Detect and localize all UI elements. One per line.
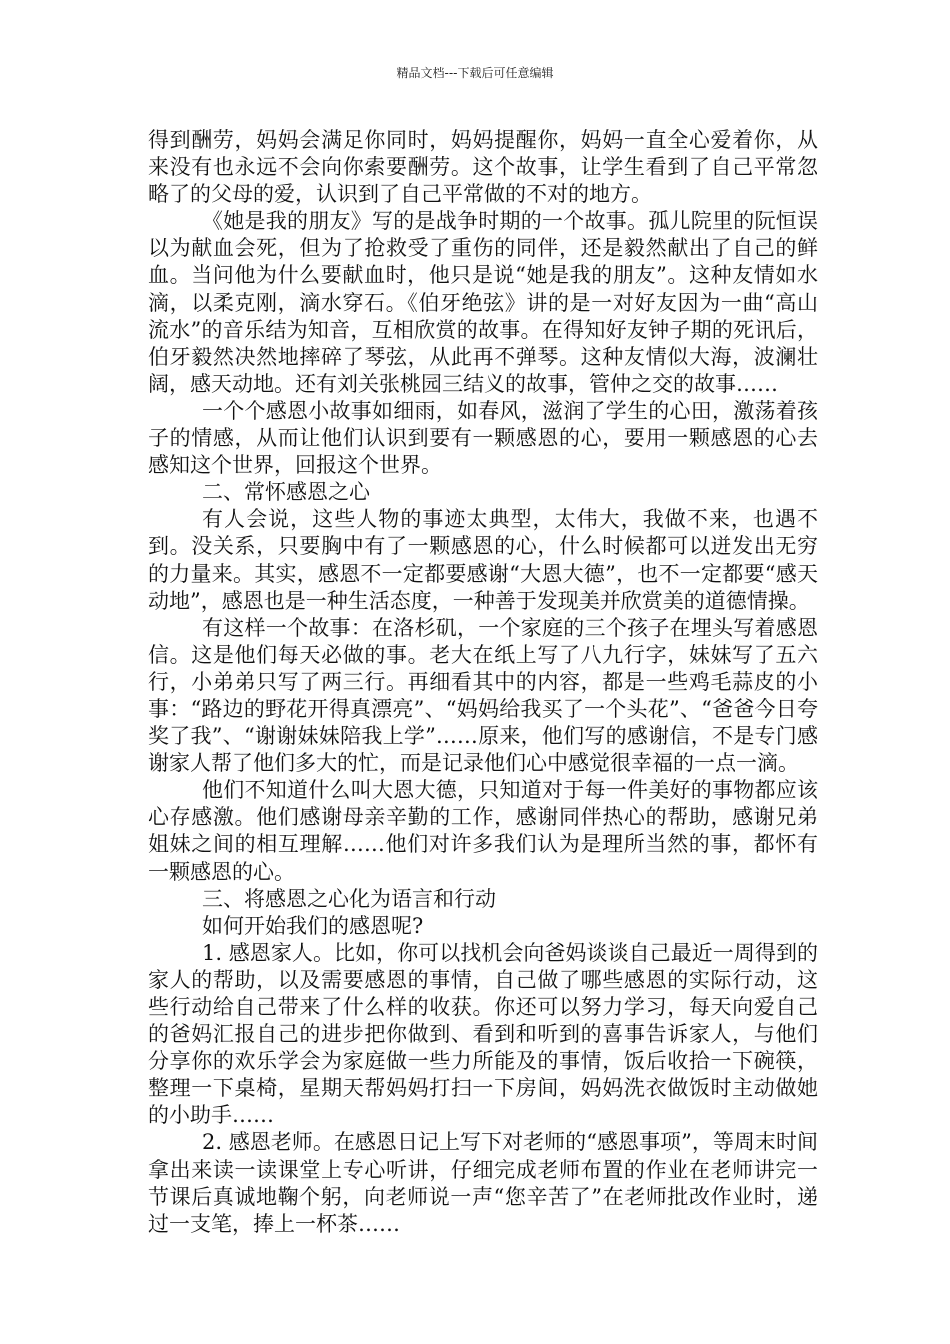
list-item-2: 2. 感恩老师。在感恩日记上写下对老师的“感恩事项”，等周末时间拿出来读一读课堂上专心听讲，仔细完成老师布置的作业在老师讲完一节课后真诚地鞠个躬，向老师说一声“您辛苦了”在老师批改作业时，递过一支笔，捧上一杯茶…… (148, 1130, 818, 1236)
paragraph-3: 一个个感恩小故事如细雨，如春风，滋润了学生的心田，激荡着孩子的情感，从而让他们认识到要有一颗感恩的心，要用一颗感恩的心去感知这个世界，回报这个世界。 (148, 398, 818, 478)
paragraph-7: 如何开始我们的感恩呢? (202, 913, 424, 938)
paragraph-4: 有人会说，这些人物的事迹太典型，太伟大，我做不来，也遇不到。没关系，只要胸中有了一颗感恩的心，什么时候都可以迸发出无穷的力量来。其实，感恩不一定都要感谢“大恩大德”，也不一定都要“感天动地”，感恩也是一种生活态度，一种善于发现美并欣赏美的道德情操。 (148, 507, 818, 613)
document-body (148, 127, 818, 1238)
paragraph-6: 他们不知道什么叫大恩大德，只知道对于每一件美好的事物都应该心存感激。他们感谢母亲辛勤的工作，感谢同伴热心的帮助，感谢兄弟姐妹之间的相互理解……他们对许多我们认为是理所当然的事，都怀有一颗感恩的心。 (148, 778, 818, 884)
section-heading-2: 二、常怀感恩之心 (202, 480, 370, 505)
paragraph-2: 《她是我的朋友》写的是战争时期的一个故事。孤儿院里的阮恒误以为献血会死，但为了抢救受了重伤的同伴，还是毅然献出了自己的鲜血。当问他为什么要献血时，他只是说“她是我的朋友”。这种友情如水滴，以柔克刚，滴水穿石。《伯牙绝弦》讲的是一对好友因为一曲“高山流水”的音乐结为知音，互相欣赏的故事。在得知好友钟子期的死讯后，伯牙毅然决然地摔碎了琴弦，从此再不弹琴。这种友情似大海，波澜壮阔，感天动地。还有刘关张桃园三结义的故事，管仲之交的故事…… (148, 209, 818, 396)
paragraph-5: 有这样一个故事：在洛杉矶，一个家庭的三个孩子在埋头写着感恩信。这是他们每天必做的事。老大在纸上写了八九行字，妹妹写了五六行，小弟弟只写了两三行。再细看其中的内容，都是一些鸡毛蒜皮的小事：“路边的野花开得真漂亮”、“妈妈给我买了一个头花”、“爸爸今日夸奖了我”、“谢谢妹妹陪我上学”……原来，他们写的感谢信，不是专门感谢家人帮了他们多大的忙，而是记录他们心中感觉很幸福的一点一滴。 (148, 615, 818, 776)
section-heading-3: 三、将感恩之心化为语言和行动 (202, 886, 496, 911)
list-item-1: 1. 感恩家人。比如，你可以找机会向爸妈谈谈自己最近一周得到的家人的帮助，以及需要感恩的事情，自己做了哪些感恩的实际行动，这些行动给自己带来了什么样的收获。你还可以努力学习，每天向爱自己的爸妈汇报自己的进步把你做到、看到和听到的喜事告诉家人，与他们分享你的欢乐学会为家庭做一些力所能及的事情，饭后收拾一下碗筷，整理一下桌椅，星期天帮妈妈打扫一下房间，妈妈洗衣做饭时主动做她的小助手…… (148, 940, 818, 1128)
page-header: 精品文档---下载后可任意编辑 (396, 66, 554, 80)
paragraph-1: 得到酬劳，妈妈会满足你同时，妈妈提醒你，妈妈一直全心爱着你，从来没有也永远不会向你索要酬劳。这个故事，让学生看到了自己平常忽略了的父母的爱，认识到了自己平常做的不对的地方。 (148, 128, 818, 207)
